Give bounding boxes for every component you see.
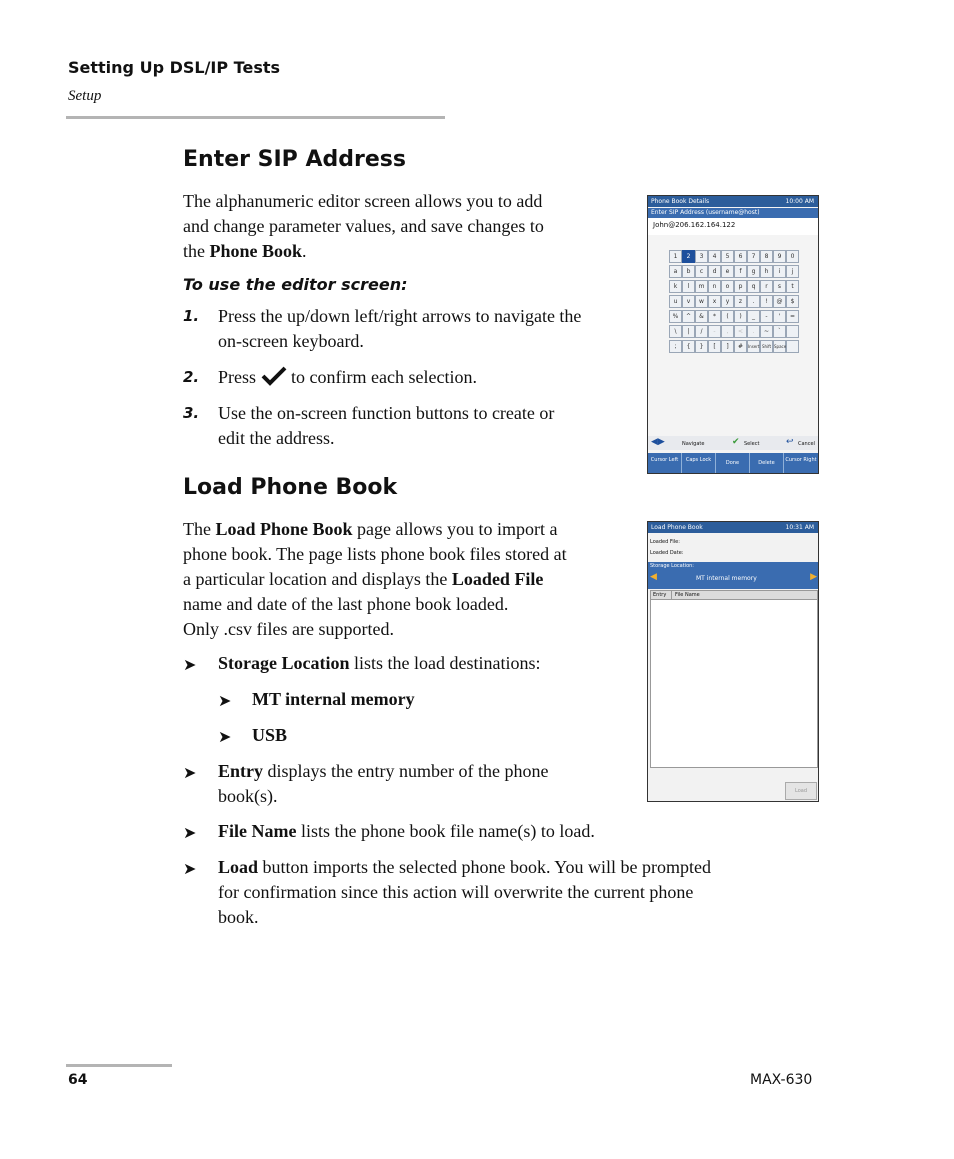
sub-bullet-usb: USB <box>252 725 288 745</box>
section1-intro <box>183 189 544 264</box>
delete-button[interactable]: Delete <box>750 453 784 473</box>
keyboard-key[interactable]: j <box>786 265 799 278</box>
keyboard-key[interactable]: 2 <box>682 250 695 263</box>
keyboard-key[interactable] <box>786 340 799 353</box>
keyboard-key[interactable]: 9 <box>773 250 786 263</box>
nav-hint-bar: ◀▶ Navigate ✔ Select ↩ Cancel <box>648 436 818 450</box>
keyboard-key[interactable]: b <box>682 265 695 278</box>
keyboard-key[interactable]: 7 <box>747 250 760 263</box>
page-number: 64 <box>68 1072 88 1088</box>
keyboard-key[interactable]: s <box>773 280 786 293</box>
keyboard-key[interactable]: . <box>747 325 760 338</box>
bullet-arrow-icon: ➤ <box>218 693 232 710</box>
keyboard-key[interactable]: & <box>695 310 708 323</box>
cursor-right-button[interactable]: Cursor Right <box>785 457 817 463</box>
keyboard-key[interactable]: i <box>773 265 786 278</box>
keyboard-key[interactable]: q <box>747 280 760 293</box>
step-number: 2. <box>183 368 200 386</box>
screen-titlebar: Phone Book Details 10:00 AM <box>648 196 818 207</box>
next-arrow-icon[interactable]: ▶ <box>810 572 817 582</box>
keyboard-key[interactable]: w <box>695 295 708 308</box>
keyboard-key[interactable]: , <box>721 325 734 338</box>
step-text: Press the up/down left/right arrows to navigate the on-screen keyboard. <box>218 306 582 351</box>
prev-arrow-icon[interactable]: ◀ <box>650 572 657 582</box>
keyboard-key[interactable]: ` <box>773 325 786 338</box>
step-number: 3. <box>183 404 200 422</box>
bullet-arrow-icon: ➤ <box>183 861 197 878</box>
keyboard-key[interactable]: e <box>721 265 734 278</box>
keyboard-key[interactable]: n <box>708 280 721 293</box>
keyboard-key[interactable]: % <box>669 310 682 323</box>
keyboard-key[interactable]: 4 <box>708 250 721 263</box>
keyboard-key[interactable]: = <box>786 310 799 323</box>
bullet-arrow-icon: ➤ <box>183 825 197 842</box>
keyboard-key[interactable]: z <box>734 295 747 308</box>
keyboard-key[interactable]: a <box>669 265 682 278</box>
caps-lock-button[interactable]: Caps Lock <box>682 453 716 473</box>
sip-address-field[interactable]: John@206.162.164.122 <box>648 218 818 235</box>
keyboard-key[interactable]: t <box>786 280 799 293</box>
keyboard-key[interactable]: ] <box>721 340 734 353</box>
keyboard-key[interactable]: ^ <box>682 310 695 323</box>
select-check-icon: ✔ <box>732 437 740 447</box>
section-heading-enter-sip: Enter SIP Address <box>183 147 406 172</box>
keyboard-key[interactable]: ' <box>773 310 786 323</box>
step-text: Press to confirm each selection. <box>218 367 477 387</box>
bullet-arrow-icon: ➤ <box>183 765 197 782</box>
keyboard-key[interactable]: 6 <box>734 250 747 263</box>
keyboard-key[interactable]: f <box>734 265 747 278</box>
section-heading-load-phone-book: Load Phone Book <box>183 475 398 500</box>
keyboard-key[interactable]: l <box>682 280 695 293</box>
keyboard-key[interactable]: p <box>734 280 747 293</box>
keyboard-key[interactable]: - <box>760 310 773 323</box>
checkmark-icon <box>261 366 287 386</box>
keyboard-key[interactable]: { <box>682 340 695 353</box>
storage-location-selector[interactable]: Storage Location: ◀ MT internal memory ▶ <box>648 562 818 589</box>
keyboard-key[interactable]: ~ <box>760 325 773 338</box>
file-table <box>650 590 818 768</box>
keyboard-key[interactable] <box>786 325 799 338</box>
keyboard-key[interactable]: Insert <box>747 340 760 353</box>
keyboard-key[interactable]: 0 <box>786 250 799 263</box>
keyboard-key[interactable]: < <box>734 325 747 338</box>
function-button-bar <box>648 453 818 473</box>
keyboard-key[interactable]: v <box>682 295 695 308</box>
keyboard-key[interactable]: Shift <box>760 340 773 353</box>
keyboard-key[interactable]: | <box>682 325 695 338</box>
keyboard-key[interactable]: * <box>708 310 721 323</box>
keyboard-key[interactable]: . <box>747 295 760 308</box>
on-screen-keyboard <box>669 250 799 354</box>
keyboard-key[interactable]: ) <box>734 310 747 323</box>
bullet-arrow-icon: ➤ <box>218 729 232 746</box>
product-name: MAX-630 <box>750 1072 813 1088</box>
keyboard-key[interactable]: $ <box>786 295 799 308</box>
intro-line: The alphanumeric editor screen allows you to add <box>183 191 543 211</box>
running-header-subtitle: Setup <box>68 88 102 104</box>
screen-titlebar: Load Phone Book 10:31 AM <box>648 522 818 533</box>
keyboard-key[interactable]: 3 <box>695 250 708 263</box>
keyboard-key[interactable]: o <box>721 280 734 293</box>
sub-bullet-internal-memory: MT internal memory <box>252 689 415 709</box>
procedure-title: To use the editor screen: <box>183 275 408 294</box>
keyboard-key[interactable]: d <box>708 265 721 278</box>
table-header: Entry File Name <box>651 591 817 600</box>
keyboard-key[interactable]: ; <box>669 340 682 353</box>
bullet-arrow-icon: ➤ <box>183 657 197 674</box>
running-header-title: Setting Up DSL/IP Tests <box>68 58 281 77</box>
keyboard-key[interactable]: ! <box>760 295 773 308</box>
intro-line: the Phone Book. <box>183 241 307 261</box>
keyboard-key[interactable]: c <box>695 265 708 278</box>
step-number: 1. <box>183 307 200 325</box>
keyboard-key[interactable]: } <box>695 340 708 353</box>
keyboard-key[interactable]: # <box>734 340 747 353</box>
keyboard-key[interactable]: Space <box>773 340 786 353</box>
keyboard-key[interactable]: u <box>669 295 682 308</box>
phone-book-term: Phone Book <box>209 241 303 261</box>
cursor-left-button[interactable]: Cursor Left <box>648 453 682 473</box>
loaded-file-label: Loaded File: <box>650 539 680 545</box>
bullet-storage-location: Storage Location lists the load destinations: <box>218 653 541 673</box>
keyboard-key[interactable]: / <box>695 325 708 338</box>
bullet-entry: Entry displays the entry number of the phone book(s). <box>218 761 549 806</box>
keyboard-key[interactable]: g <box>747 265 760 278</box>
keyboard-key[interactable]: \ <box>669 325 682 338</box>
editor-screenshot <box>647 195 819 474</box>
intro-line: and change parameter values, and save changes to <box>183 216 544 236</box>
load-button[interactable]: Load <box>785 782 817 800</box>
keyboard-key[interactable]: ( <box>721 310 734 323</box>
bullet-file-name: File Name lists the phone book file name(s) to load. <box>218 821 595 841</box>
load-phone-book-screenshot <box>647 521 819 802</box>
keyboard-key[interactable]: 1 <box>669 250 682 263</box>
keyboard-key[interactable]: m <box>695 280 708 293</box>
keyboard-key[interactable]: 8 <box>760 250 773 263</box>
done-button[interactable]: Done <box>716 453 750 473</box>
footer-rule <box>66 1064 172 1067</box>
keyboard-key[interactable]: k <box>669 280 682 293</box>
loaded-date-label: Loaded Date: <box>650 550 684 556</box>
keyboard-key[interactable]: x <box>708 295 721 308</box>
keyboard-key[interactable]: r <box>760 280 773 293</box>
step-text: Use the on-screen function buttons to create or edit the address. <box>218 403 555 448</box>
keyboard-key[interactable]: @ <box>773 295 786 308</box>
keyboard-key[interactable]: - <box>708 325 721 338</box>
bullet-load: Load button imports the selected phone book. You will be prompted for confirmation since this action will overwrite the current phone book. <box>218 857 711 927</box>
header-rule <box>66 116 445 119</box>
keyboard-key[interactable]: h <box>760 265 773 278</box>
keyboard-key[interactable]: 5 <box>721 250 734 263</box>
cancel-arrow-icon: ↩ <box>786 437 794 447</box>
keyboard-key[interactable]: y <box>721 295 734 308</box>
navigate-arrows-icon: ◀▶ <box>651 437 665 447</box>
field-label: Enter SIP Address (username@host) <box>648 208 818 218</box>
section2-intro: The Load Phone Book page allows you to import a phone book. The page lists phone book files stored at a particular location and displays the Loaded File name and date of the last phone book loaded. Only .csv files are supported. <box>183 519 567 639</box>
keyboard-key[interactable]: _ <box>747 310 760 323</box>
keyboard-key[interactable]: [ <box>708 340 721 353</box>
